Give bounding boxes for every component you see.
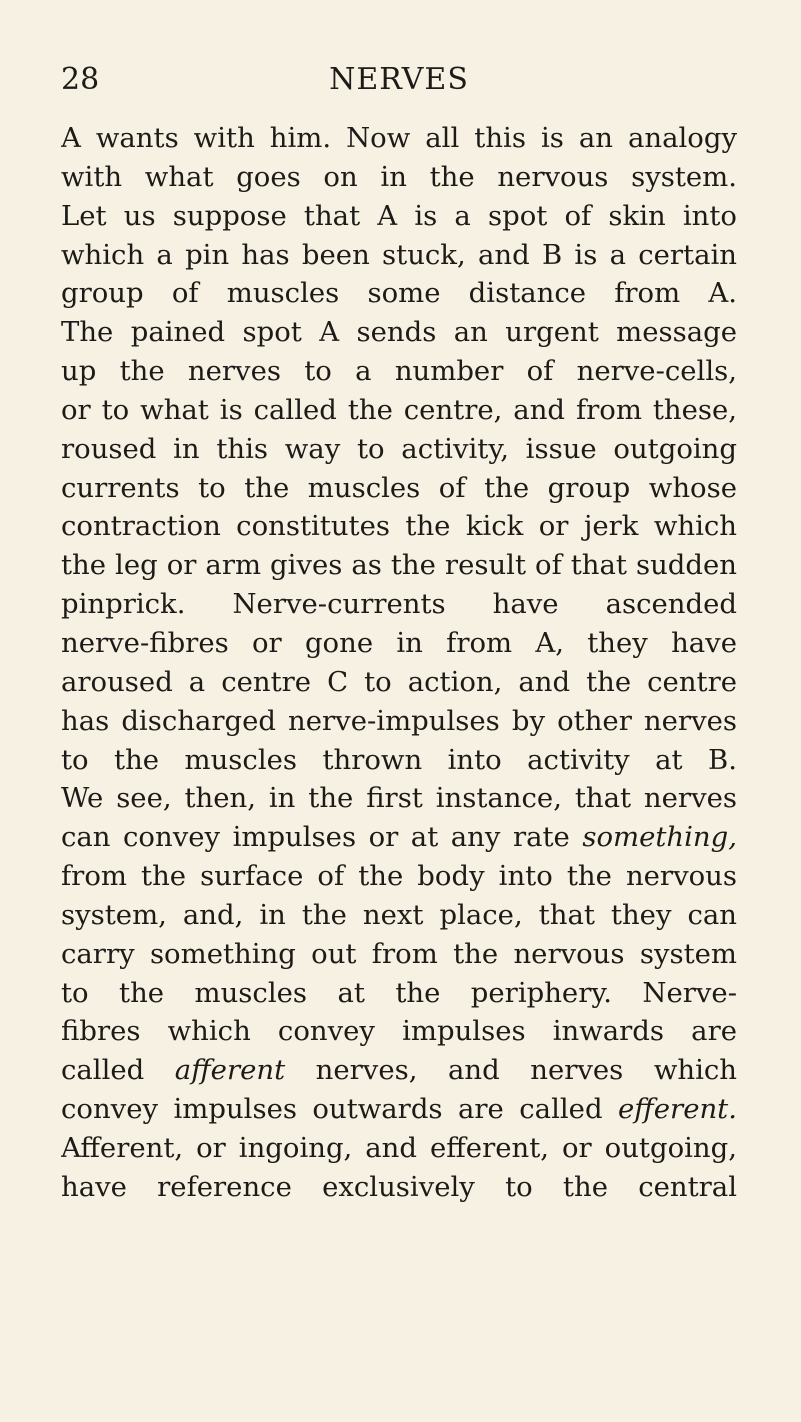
- text-line: aroused a centre C to action, and the centre: [61, 665, 737, 698]
- page-number: 28: [61, 62, 100, 97]
- text-line: to the muscles at the periphery. Nerve-: [61, 976, 737, 1009]
- text-line: up the nerves to a number of nerve-cells,: [61, 355, 737, 388]
- text-line-with-italic: [61, 1051, 737, 1090]
- text-segment: convey impulses outwards are called: [61, 1093, 603, 1126]
- text-line: roused in this way to activity, issue outgoing: [61, 432, 737, 465]
- text-line: currents to the muscles of the group whose: [61, 471, 737, 504]
- text-line: contraction constitutes the kick or jerk which: [61, 510, 737, 543]
- text-segment: can convey impulses or at any rate: [61, 821, 570, 854]
- italic-efferent: efferent.: [618, 1093, 737, 1126]
- text-line: group of muscles some distance from A.: [61, 277, 737, 310]
- text-line: A wants with him. Now all this is an analogy: [61, 122, 737, 154]
- text-line: fibres which convey impulses inwards are: [61, 1015, 737, 1048]
- text-line: system, and, in the next place, that they can: [61, 898, 737, 931]
- text-line: has discharged nerve-impulses by other nerves: [61, 704, 737, 737]
- body-text: [61, 119, 737, 1207]
- text-line-with-italic: [61, 1090, 737, 1129]
- text-line: nerve-fibres or gone in from A, they have: [61, 626, 737, 659]
- page-header: [61, 60, 737, 100]
- running-title: NERVES: [329, 62, 469, 97]
- text-line: pinprick. Nerve-currents have ascended: [61, 588, 737, 621]
- text-line: carry something out from the nervous system: [61, 937, 737, 970]
- text-line: to the muscles thrown into activity at B.: [61, 743, 737, 776]
- text-segment: called: [61, 1054, 145, 1087]
- text-line: Let us suppose that A is a spot of skin into: [61, 199, 737, 232]
- text-line: which a pin has been stuck, and B is a certain: [61, 238, 737, 271]
- text-line: The pained spot A sends an urgent message: [61, 316, 737, 349]
- text-line: the leg or arm gives as the result of that sudden: [61, 549, 737, 582]
- text-segment: nerves, and nerves which: [315, 1054, 737, 1087]
- text-line-with-italic: [61, 818, 737, 857]
- italic-afferent: afferent: [174, 1054, 286, 1087]
- text-line: or to what is called the centre, and from these,: [61, 393, 737, 426]
- text-line: from the surface of the body into the nervous: [61, 860, 737, 893]
- text-line: have reference exclusively to the central: [61, 1170, 737, 1203]
- text-line: We see, then, in the first instance, that nerves: [61, 782, 737, 815]
- italic-something: something,: [582, 821, 737, 854]
- text-line: with what goes on in the nervous system.: [61, 160, 737, 193]
- text-line: Afferent, or ingoing, and efferent, or outgoing,: [61, 1131, 737, 1164]
